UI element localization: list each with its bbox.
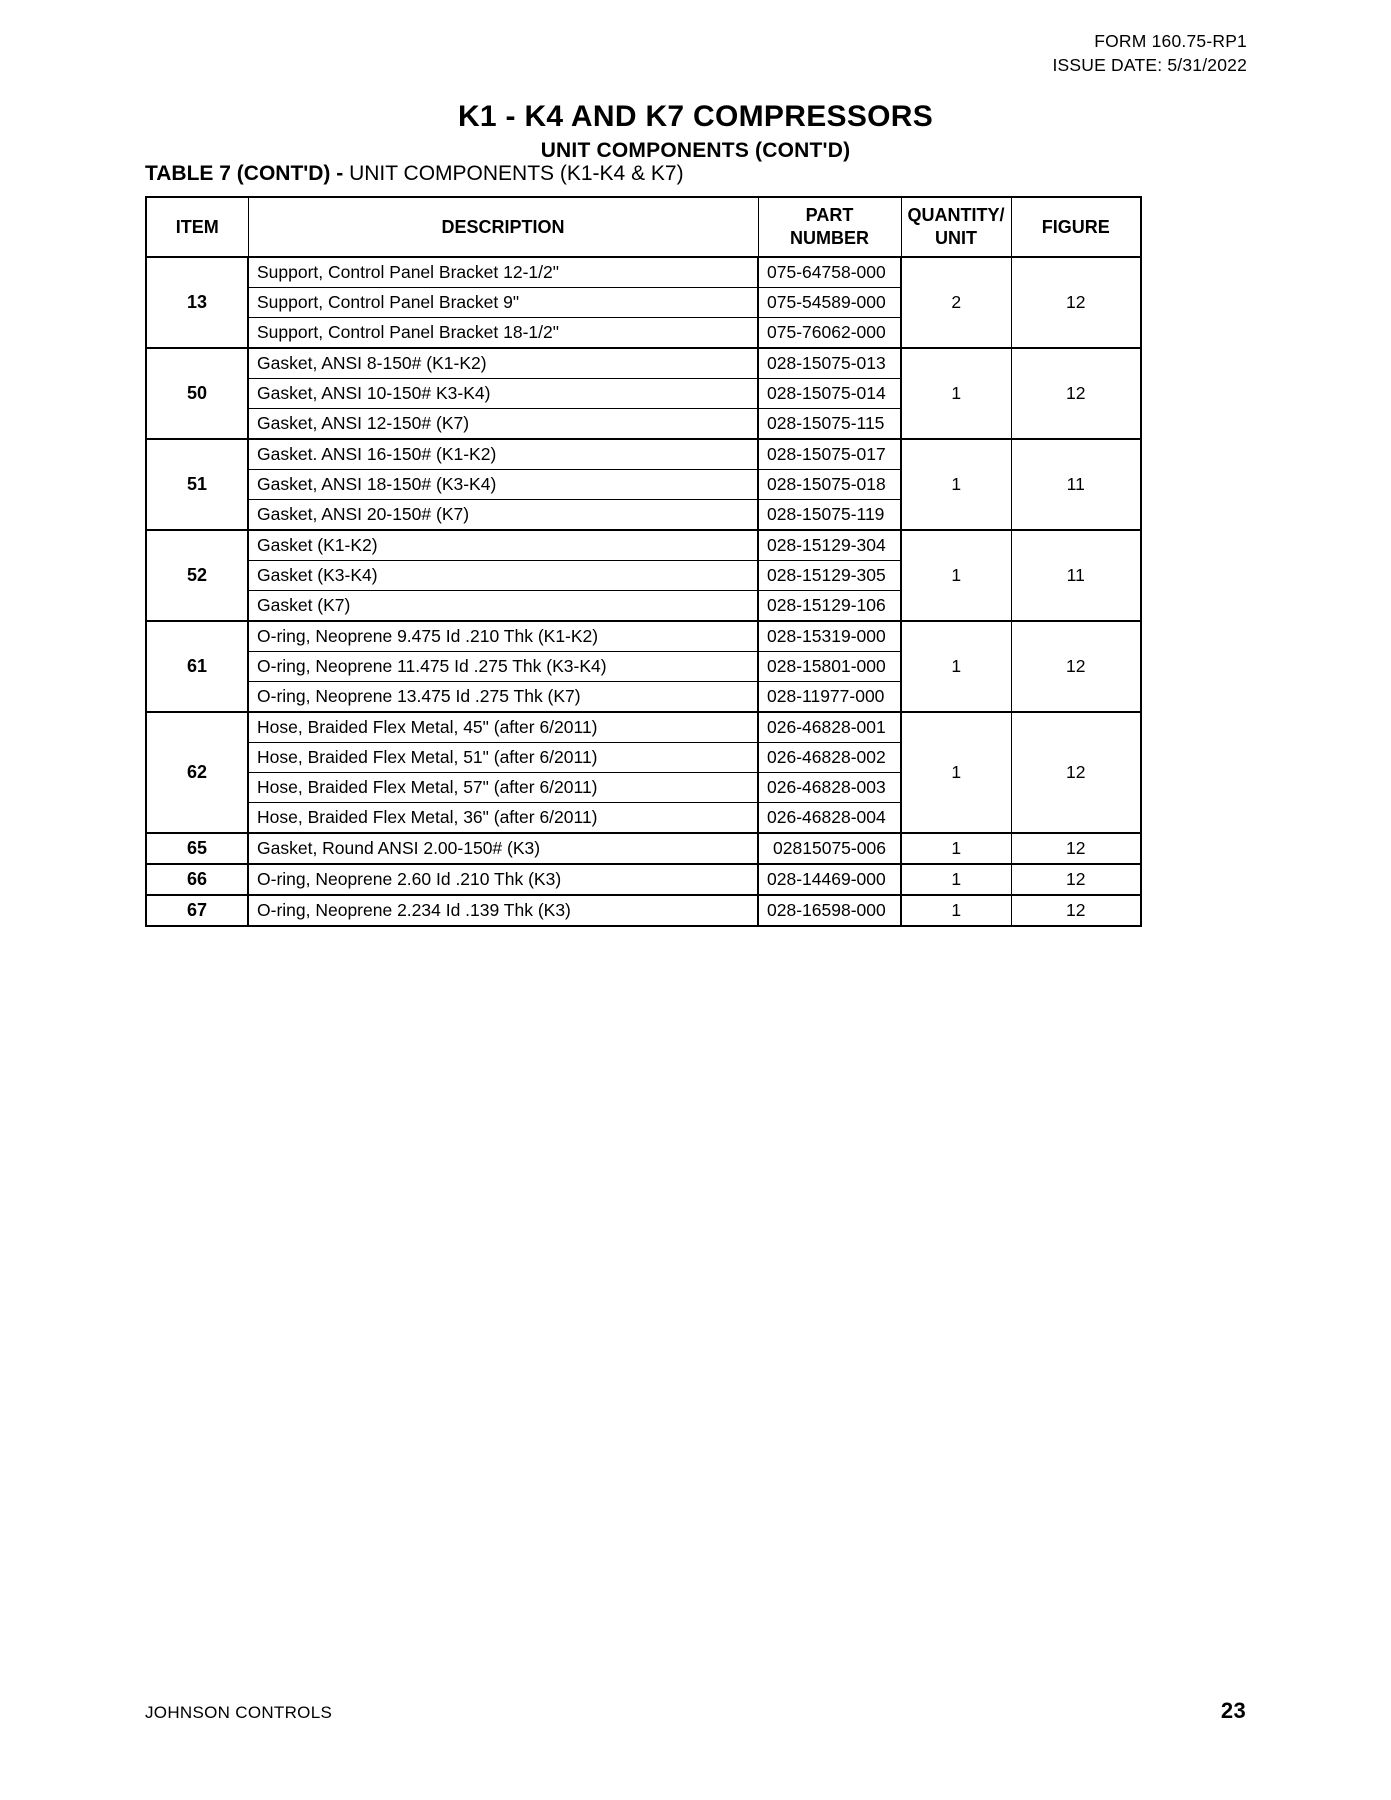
cell-quantity: 2 [901,257,1011,348]
cell-part-number: 028-15075-014 [758,379,901,409]
column-header-item: ITEM [146,197,248,257]
cell-description: Support, Control Panel Bracket 18-1/2" [248,318,758,349]
table-caption-label: TABLE 7 (CONT'D) - [145,162,344,185]
cell-part-number: 028-15075-018 [758,470,901,500]
cell-quantity: 1 [901,348,1011,439]
cell-description: Gasket, Round ANSI 2.00-150# (K3) [248,833,758,864]
column-header-quantity-unit [901,197,1011,257]
cell-item: 65 [146,833,248,864]
cell-item: 52 [146,530,248,621]
table-header [146,197,1141,257]
cell-figure: 12 [1011,864,1141,895]
table-row [146,833,1141,864]
cell-part-number: 028-15319-000 [758,621,901,652]
table-row [146,348,1141,379]
cell-quantity: 1 [901,621,1011,712]
cell-item: 50 [146,348,248,439]
cell-quantity: 1 [901,833,1011,864]
cell-item: 61 [146,621,248,712]
cell-quantity: 1 [901,530,1011,621]
page-footer [145,1698,1246,1724]
form-number: FORM 160.75-RP1 [1094,31,1247,51]
document-header [1052,30,1247,77]
cell-description: Gasket, ANSI 10-150# K3-K4) [248,379,758,409]
cell-part-number: 028-15075-013 [758,348,901,379]
cell-figure: 12 [1011,348,1141,439]
cell-part-number: 026-46828-002 [758,743,901,773]
cell-item: 62 [146,712,248,833]
cell-item: 67 [146,895,248,926]
table-caption-text: UNIT COMPONENTS (K1-K4 & K7) [343,162,684,185]
cell-figure: 11 [1011,439,1141,530]
cell-description: O-ring, Neoprene 2.234 Id .139 Thk (K3) [248,895,758,926]
cell-description: Gasket (K7) [248,591,758,622]
table-row [146,895,1141,926]
table-row [146,864,1141,895]
cell-part-number: 028-15075-119 [758,500,901,531]
cell-description: Gasket, ANSI 18-150# (K3-K4) [248,470,758,500]
cell-description: Gasket (K3-K4) [248,561,758,591]
cell-description: O-ring, Neoprene 13.475 Id .275 Thk (K7) [248,682,758,713]
cell-item: 51 [146,439,248,530]
page-subtitle: UNIT COMPONENTS (CONT'D) [540,139,851,162]
cell-part-number: 02815075-006 [758,833,901,864]
cell-part-number: 028-11977-000 [758,682,901,713]
column-header-description: DESCRIPTION [248,197,758,257]
cell-part-number: 026-46828-004 [758,803,901,834]
cell-description: Gasket (K1-K2) [248,530,758,561]
cell-description: O-ring, Neoprene 11.475 Id .275 Thk (K3-K4) [248,652,758,682]
table-body [146,257,1141,926]
cell-description: Gasket, ANSI 8-150# (K1-K2) [248,348,758,379]
cell-quantity: 1 [901,712,1011,833]
cell-part-number: 026-46828-003 [758,773,901,803]
footer-page-number: 23 [1220,1698,1246,1723]
cell-part-number: 075-76062-000 [758,318,901,349]
cell-part-number: 075-64758-000 [758,257,901,288]
cell-description: Support, Control Panel Bracket 9" [248,288,758,318]
cell-description: Gasket. ANSI 16-150# (K1-K2) [248,439,758,470]
column-header-part-line2: NUMBER [790,228,869,248]
cell-part-number: 028-15075-115 [758,409,901,440]
column-header-part-line1: PART [805,204,854,225]
cell-part-number: 075-54589-000 [758,288,901,318]
cell-description: Hose, Braided Flex Metal, 57" (after 6/2011) [248,773,758,803]
cell-part-number: 028-15129-305 [758,561,901,591]
cell-part-number: 028-15075-017 [758,439,901,470]
cell-quantity: 1 [901,439,1011,530]
title-block [0,100,1391,163]
footer-company: JOHNSON CONTROLS [145,1703,333,1722]
page-title: K1 - K4 AND K7 COMPRESSORS [457,100,934,133]
table-row [146,257,1141,288]
cell-part-number: 026-46828-001 [758,712,901,743]
unit-components-table [145,196,1142,927]
cell-description: Hose, Braided Flex Metal, 36" (after 6/2011) [248,803,758,834]
cell-description: Support, Control Panel Bracket 12-1/2" [248,257,758,288]
table-row [146,621,1141,652]
column-header-figure: FIGURE [1011,197,1141,257]
cell-part-number: 028-16598-000 [758,895,901,926]
cell-part-number: 028-15129-106 [758,591,901,622]
column-header-quantity-line1: QUANTITY/ [907,204,1005,225]
cell-description: O-ring, Neoprene 9.475 Id .210 Thk (K1-K2) [248,621,758,652]
cell-description: Hose, Braided Flex Metal, 45" (after 6/2011) [248,712,758,743]
cell-quantity: 1 [901,864,1011,895]
cell-description: Gasket, ANSI 12-150# (K7) [248,409,758,440]
table-row [146,530,1141,561]
cell-figure: 12 [1011,895,1141,926]
cell-part-number: 028-15129-304 [758,530,901,561]
cell-figure: 12 [1011,712,1141,833]
table-row [146,712,1141,743]
cell-description: O-ring, Neoprene 2.60 Id .210 Thk (K3) [248,864,758,895]
column-header-quantity-line2: UNIT [935,228,977,248]
column-header-part-number [758,197,901,257]
cell-figure: 12 [1011,621,1141,712]
issue-date: ISSUE DATE: 5/31/2022 [1052,54,1247,75]
cell-item: 66 [146,864,248,895]
cell-description: Gasket, ANSI 20-150# (K7) [248,500,758,531]
table-row [146,439,1141,470]
cell-description: Hose, Braided Flex Metal, 51" (after 6/2011) [248,743,758,773]
cell-part-number: 028-15801-000 [758,652,901,682]
cell-figure: 12 [1011,833,1141,864]
cell-part-number: 028-14469-000 [758,864,901,895]
table-caption [145,161,684,186]
cell-figure: 11 [1011,530,1141,621]
cell-item: 13 [146,257,248,348]
cell-figure: 12 [1011,257,1141,348]
cell-quantity: 1 [901,895,1011,926]
table-header-row [146,197,1141,257]
